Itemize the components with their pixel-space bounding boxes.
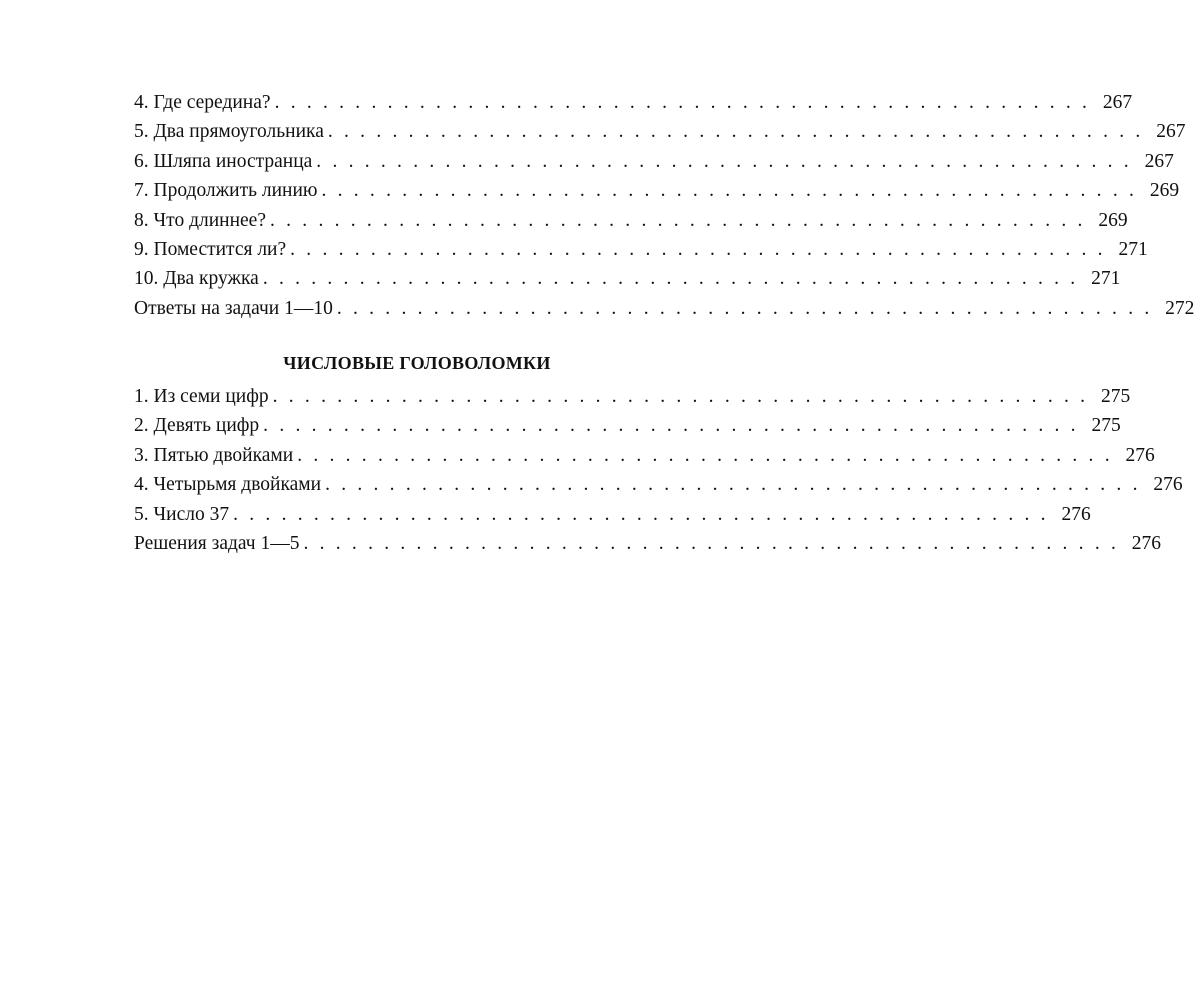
toc-page-number: 276 [1153, 474, 1183, 496]
toc-entry-title: 4. Четырьмя двойками [134, 474, 322, 496]
toc-dot-leader: . . . . . . . . . . . . . . . . . . . . . . . . . . . . . . . . . . . . . . . . . . . . . . . . . . . [297, 444, 1113, 466]
toc-entry [134, 294, 1194, 323]
toc-page-number: 272 [1165, 297, 1194, 319]
toc-page-number: 267 [1144, 150, 1174, 172]
toc-dot-leader: . . . . . . . . . . . . . . . . . . . . . . . . . . . . . . . . . . . . . . . . . . . . . . . . . . . [262, 268, 1079, 290]
toc-dot-leader: . . . . . . . . . . . . . . . . . . . . . . . . . . . . . . . . . . . . . . . . . . . . . . . . . . . [316, 150, 1132, 172]
toc-dot-leader: . . . . . . . . . . . . . . . . . . . . . . . . . . . . . . . . . . . . . . . . . . . . . . . . . . . [233, 503, 1049, 525]
toc-entry-title: 3. Пятью двойками [134, 444, 294, 466]
toc-entry-title: Решения задач 1—5 [134, 532, 300, 554]
toc-page-number: 269 [1098, 209, 1128, 231]
toc-entry-title: 1. Из семи цифр [134, 386, 269, 407]
toc-entry [134, 500, 1091, 529]
toc-page-number: 271 [1118, 238, 1148, 260]
toc-entry [134, 264, 1121, 293]
toc-entry [134, 470, 1183, 499]
toc-dot-leader: . . . . . . . . . . . . . . . . . . . . . . . . . . . . . . . . . . . . . . . . . . . . . . . . . . . [272, 386, 1089, 407]
toc-dot-leader: . . . . . . . . . . . . . . . . . . . . . . . . . . . . . . . . . . . . . . . . . . . . . . . . . . . [325, 474, 1141, 496]
toc-entry [134, 529, 1162, 558]
toc-dot-leader: . . . . . . . . . . . . . . . . . . . . . . . . . . . . . . . . . . . . . . . . . . . . . . . . . . . [336, 297, 1153, 319]
toc-entry [134, 176, 1180, 205]
toc-entry [134, 206, 1128, 235]
section-heading: ЧИСЛОВЫЕ ГОЛОВОЛОМКИ [283, 353, 551, 373]
toc-page-number: 267 [1156, 121, 1186, 143]
toc-entry [134, 411, 1121, 440]
toc-entry [134, 88, 1133, 117]
toc-page-number: 275 [1100, 386, 1131, 407]
toc-page-number: 276 [1061, 503, 1091, 525]
toc-dot-leader: . . . . . . . . . . . . . . . . . . . . . . . . . . . . . . . . . . . . . . . . . . . . . . . . . . . [321, 180, 1138, 202]
toc-entry-title: 8. Что длиннее? [134, 209, 266, 231]
toc-dot-leader: . . . . . . . . . . . . . . . . . . . . . . . . . . . . . . . . . . . . . . . . . . . . . . . . . . . [290, 238, 1106, 260]
toc-entry [134, 382, 1131, 411]
toc-dot-leader: . . . . . . . . . . . . . . . . . . . . . . . . . . . . . . . . . . . . . . . . . . . . . . . . . . . [270, 209, 1086, 231]
toc-list-geometric [134, 88, 1194, 323]
toc-entry-title: 5. Два прямоугольника [134, 121, 324, 143]
toc-entry-title: 9. Поместится ли? [134, 238, 287, 260]
toc-entry [134, 441, 1155, 470]
toc-dot-leader: . . . . . . . . . . . . . . . . . . . . . . . . . . . . . . . . . . . . . . . . . . . . . . . . . . . [303, 532, 1120, 554]
toc-dot-leader: . . . . . . . . . . . . . . . . . . . . . . . . . . . . . . . . . . . . . . . . . . . . . . . . . . . [274, 92, 1091, 113]
toc-page-number: 276 [1131, 532, 1162, 554]
toc-entry-title: 5. Число 37 [134, 503, 230, 525]
toc-dot-leader: . . . . . . . . . . . . . . . . . . . . . . . . . . . . . . . . . . . . . . . . . . . . . . . . . . . [263, 415, 1079, 437]
toc-list-numeric-puzzles [134, 382, 1183, 558]
toc-page-number: 275 [1091, 415, 1121, 437]
toc-entry-title: 2. Девять цифр [134, 415, 260, 437]
toc-dot-leader: . . . . . . . . . . . . . . . . . . . . . . . . . . . . . . . . . . . . . . . . . . . . . . . . . . . [327, 121, 1144, 143]
toc-entry-title: 6. Шляпа иностранца [134, 150, 313, 172]
toc-page-number: 269 [1149, 180, 1180, 202]
toc-page-number: 267 [1102, 92, 1133, 113]
toc-entry-title: 7. Продолжить линию [134, 180, 318, 202]
toc-entry [134, 147, 1174, 176]
toc-entry-title: Ответы на задачи 1—10 [134, 297, 333, 319]
toc-page-number: 271 [1091, 268, 1121, 290]
toc-entry-title: 4. Где середина? [134, 92, 271, 113]
toc-entry [134, 117, 1186, 146]
toc-entry-title: 10. Два кружка [134, 268, 259, 290]
toc-page-number: 276 [1125, 444, 1155, 466]
toc-entry [134, 235, 1148, 264]
